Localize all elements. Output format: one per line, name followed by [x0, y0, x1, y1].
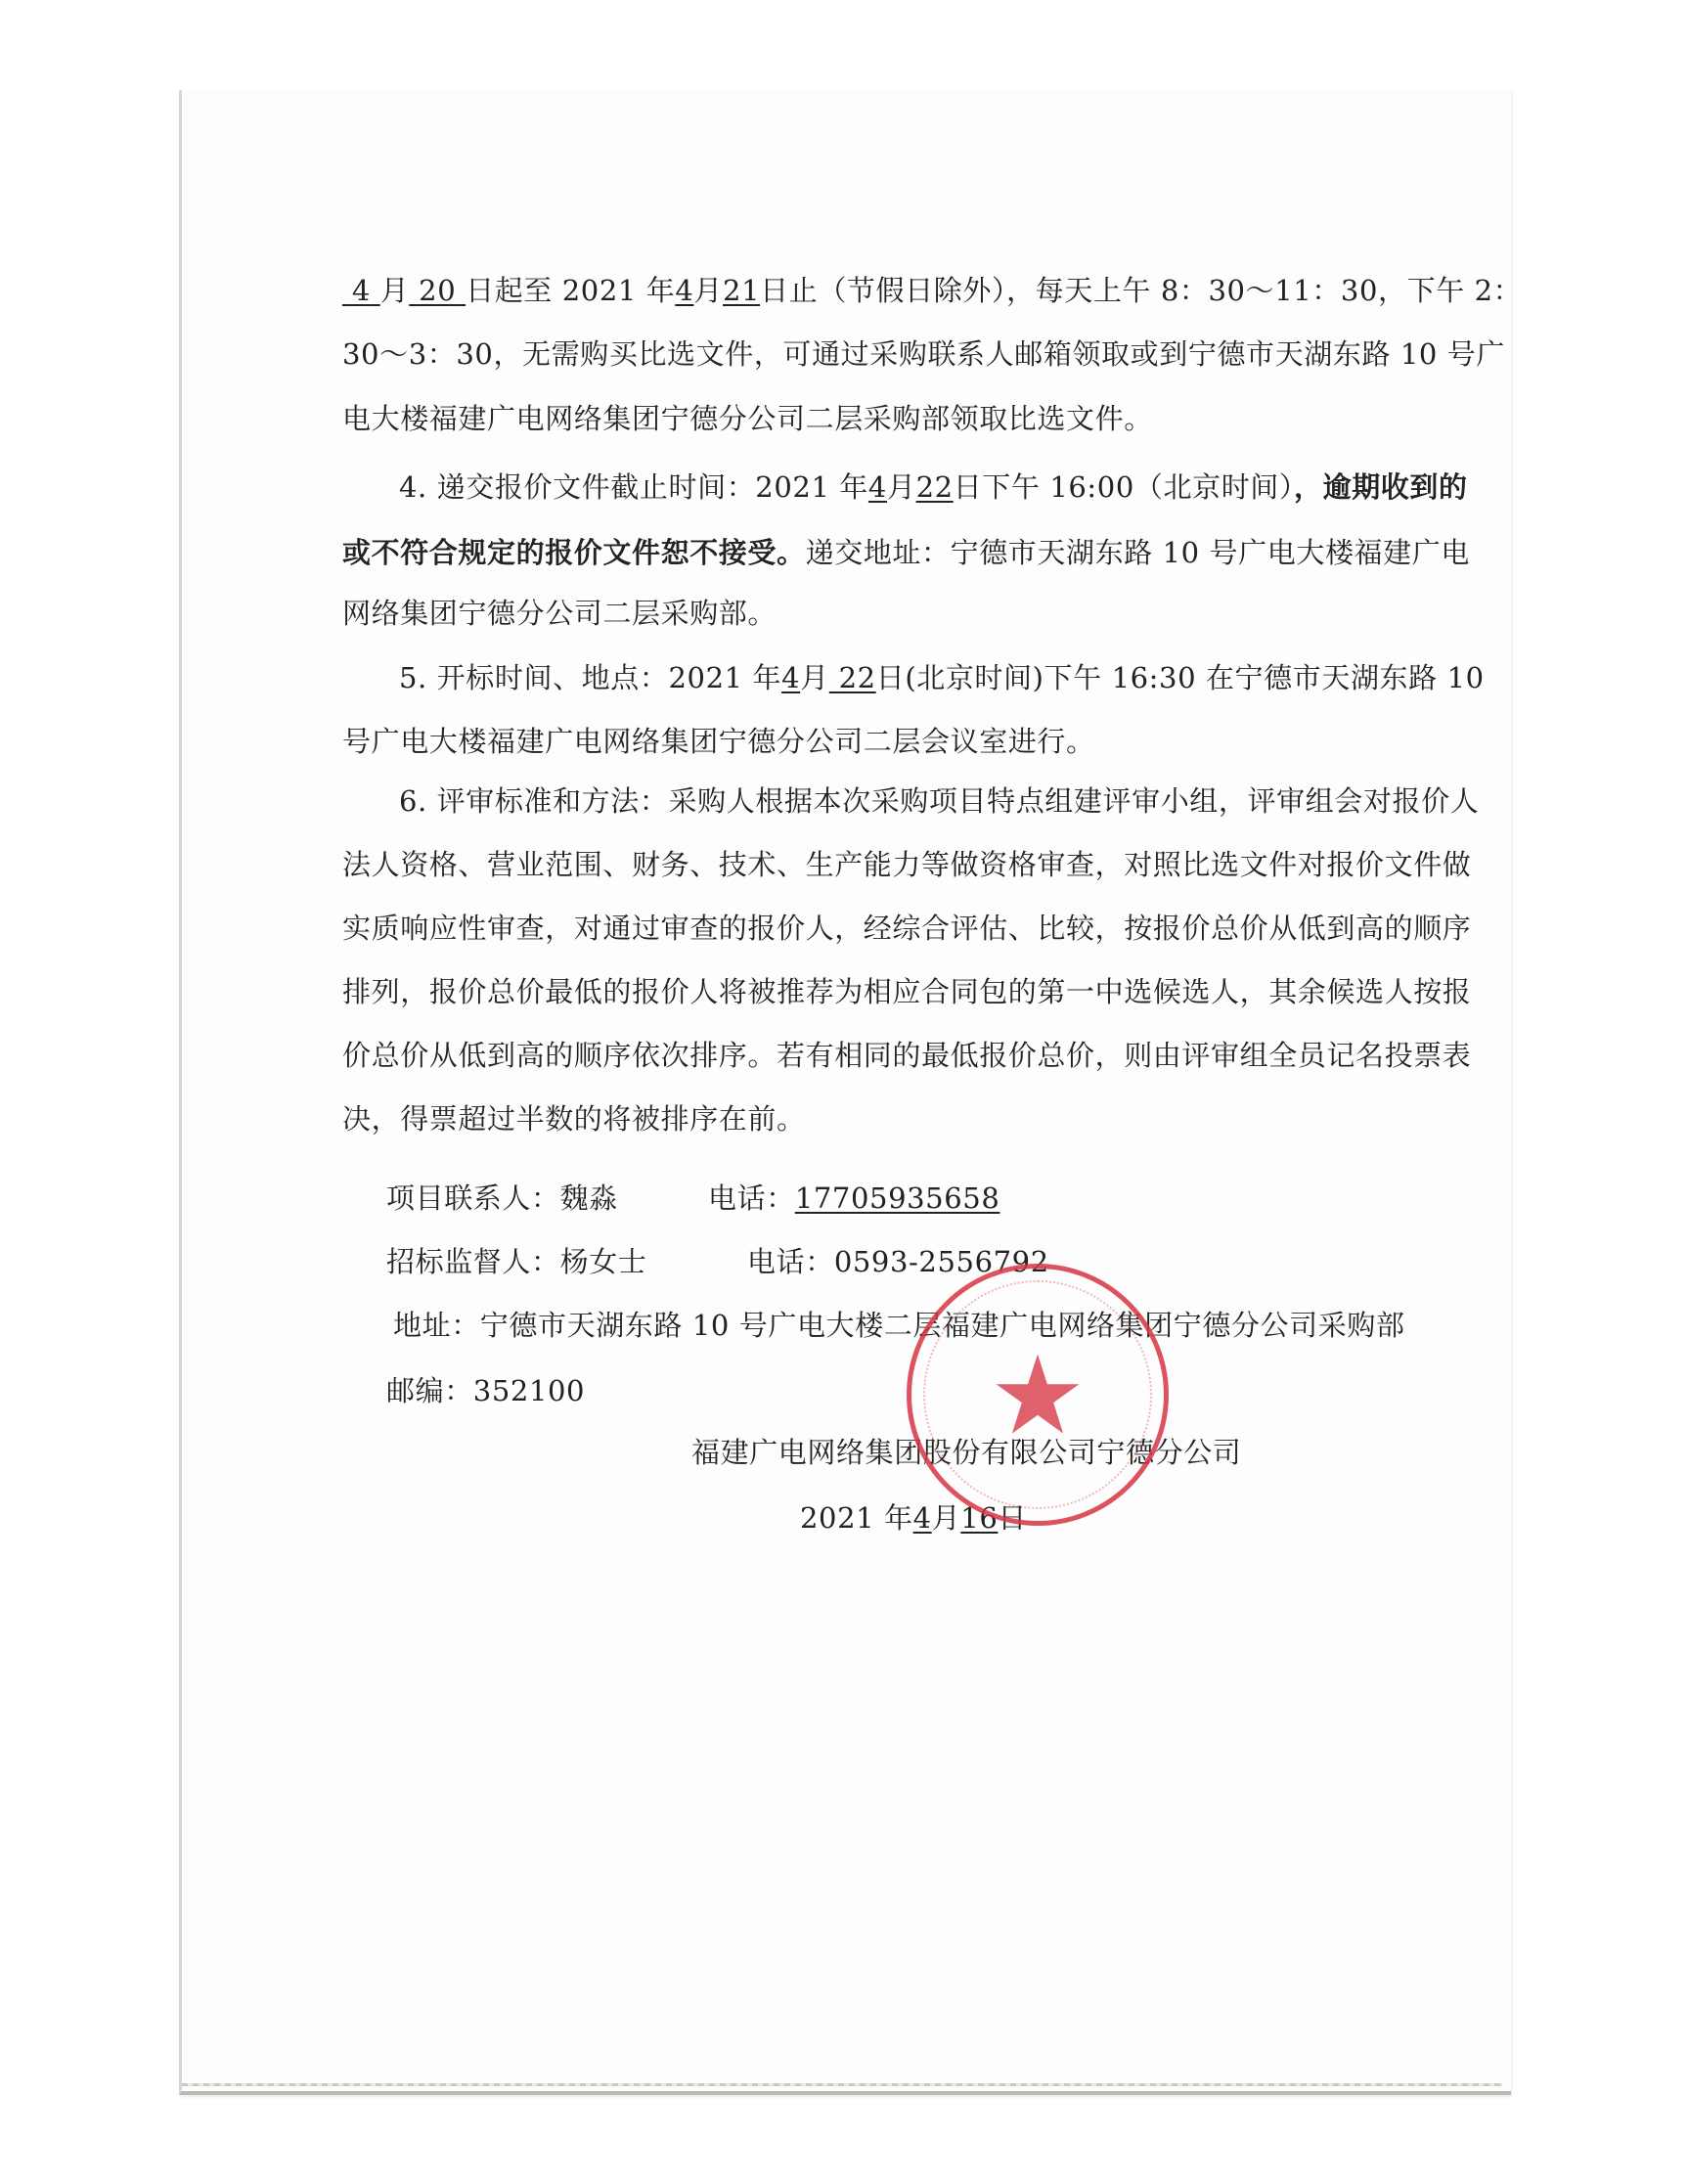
supervisor-line	[386, 1245, 646, 1278]
month-label: 月	[693, 274, 724, 307]
item-6-line-3: 实质响应性审查，对通过审查的报价人，经综合评估、比较，按报价总价从低到高的顺序	[342, 912, 1472, 945]
supervisor-phone-line	[747, 1245, 1049, 1278]
month-value: 4	[675, 274, 694, 307]
paragraph-3-line-2: 30～3：30，无需购买比选文件，可通过采购联系人邮箱领取或到宁德市天湖东路 10 号广	[342, 337, 1505, 371]
month-label: 月	[800, 661, 829, 694]
day-value: 22	[838, 661, 876, 694]
contact-name: 魏淼	[559, 1181, 618, 1215]
supervisor-label: 招标监督人：	[386, 1245, 560, 1278]
item-6-line-1: 6. 评审标准和方法：采购人根据本次采购项目特点组建评审小组，评审组会对报价人	[399, 784, 1480, 818]
date-day-field	[829, 661, 876, 694]
item-5-line-2: 号广电大楼福建广电网络集团宁德分公司二层会议室进行。	[342, 725, 1095, 758]
text-span: 递交地址：宁德市天湖东路 10 号广电大楼福建广电	[805, 536, 1470, 569]
supervisor-phone-number: 0593-2556792	[833, 1245, 1049, 1278]
item-4-line-1	[399, 470, 1468, 504]
day-value: 22	[915, 470, 954, 504]
item-6-line-5: 价总价从低到高的顺序依次排序。若有相同的最低报价总价，则由评审组全员记名投票表	[342, 1039, 1472, 1072]
project-contact-line	[386, 1181, 618, 1215]
date-month-field	[342, 274, 380, 307]
project-phone-line	[708, 1181, 999, 1215]
month-value: 4	[781, 661, 801, 694]
paragraph-3-line-1	[342, 274, 1522, 307]
day-value: 21	[723, 274, 761, 307]
item-6-line-2: 法人资格、营业范围、财务、技术、生产能力等做资格审查，对照比选文件对报价文件做	[342, 848, 1472, 881]
item-5-line-1	[399, 661, 1485, 694]
date-month: 4	[912, 1501, 932, 1535]
bold-text: 或不符合规定的报价文件恕不接受。	[342, 536, 806, 569]
text-span: 日起至 2021 年	[466, 274, 676, 307]
day-label: 日	[998, 1501, 1028, 1535]
text-span: 日下午 16:00（北京时间）	[953, 470, 1294, 504]
month-value: 4	[867, 470, 887, 504]
date-day: 16	[960, 1501, 999, 1535]
item-6-line-4: 排列，报价总价最低的报价人将被推荐为相应合同包的第一中选候选人，其余候选人按报	[342, 975, 1472, 1008]
phone-label: 电话：	[708, 1181, 795, 1215]
text-span: 4. 递交报价文件截止时间：2021 年	[399, 470, 868, 504]
item-4-line-2	[342, 536, 1470, 569]
document-page	[179, 90, 1511, 2095]
month-label: 月	[886, 470, 916, 504]
signature-date	[800, 1501, 1027, 1535]
contact-label: 项目联系人：	[386, 1181, 560, 1215]
signature-company: 福建广电网络集团股份有限公司宁德分公司	[691, 1436, 1242, 1469]
scan-bottom-edge	[182, 2083, 1502, 2086]
project-phone-number[interactable]: 17705935658	[794, 1181, 1000, 1215]
month-value: 4	[351, 274, 371, 307]
text-span: 日止（节假日除外），每天上午 8：30～11：30，下午 2：	[760, 274, 1523, 307]
item-4-line-3: 网络集团宁德分公司二层采购部。	[342, 597, 777, 630]
item-6-line-6: 决，得票超过半数的将被排序在前。	[342, 1102, 806, 1136]
bold-text: ，逾期收到的	[1294, 470, 1468, 504]
date-day-field	[409, 274, 466, 307]
paragraph-3-line-3: 电大楼福建广电网络集团宁德分公司二层采购部领取比选文件。	[342, 402, 1153, 435]
month-label: 月	[931, 1501, 961, 1535]
month-label: 月	[379, 274, 410, 307]
text-span: 5. 开标时间、地点：2021 年	[399, 661, 782, 694]
address-line: 地址：宁德市天湖东路 10 号广电大楼二层福建广电网络集团宁德分公司采购部	[393, 1309, 1405, 1342]
supervisor-name: 杨女士	[559, 1245, 647, 1278]
postcode-line: 邮编：352100	[386, 1374, 586, 1407]
phone-label: 电话：	[747, 1245, 834, 1278]
text-span: 日(北京时间)下午 16:30 在宁德市天湖东路 10	[875, 661, 1485, 694]
date-year: 2021 年	[800, 1501, 913, 1535]
day-value: 20	[419, 274, 457, 307]
